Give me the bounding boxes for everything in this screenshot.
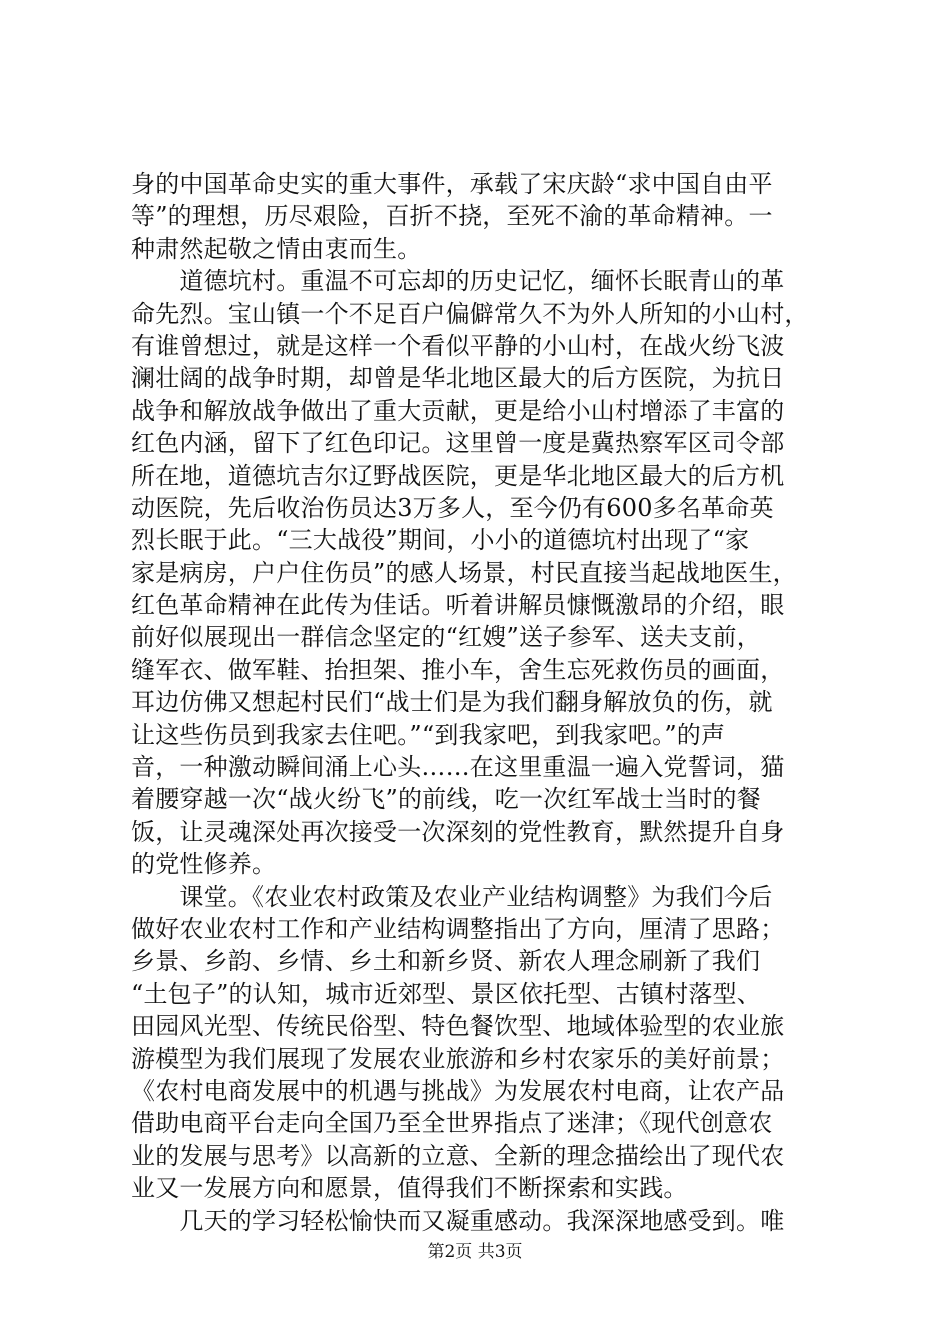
text-line: 红色内涵，留下了红色印记。这里曾一度是冀热察军区司令部: [131, 429, 785, 458]
text-line: 借助电商平台走向全国乃至全世界指点了迷津；《现代创意农: [131, 1109, 773, 1138]
text-line: 课堂。《农业农村政策及农业产业结构调整》为我们今后: [131, 882, 773, 911]
text-line: 身的中国革命史实的重大事件，承载了宋庆龄“求中国自由平: [131, 170, 773, 198]
text-line: 的党性修养。: [131, 850, 277, 879]
text-line: 业又一发展方向和愿景，值得我们不断探索和实践。: [131, 1174, 688, 1203]
text-line: 动医院，先后收治伤员达3万多人，至今仍有600多名革命英: [131, 493, 774, 522]
text-line: 种肃然起敬之情由衷而生。: [131, 234, 422, 263]
text-line: 有谁曾想过，就是这样一个看似平静的小山村，在战火纷飞波: [131, 331, 785, 360]
text-line: 命先烈。宝山镇一个不足百户偏僻常久不为外人所知的小山村，: [131, 299, 809, 328]
text-line: 田园风光型、传统民俗型、特色餐饮型、地域体验型的农业旅: [131, 1012, 785, 1041]
text-line: 家是病房，户户住伤员”的感人场景，村民直接当起战地医生，: [131, 558, 797, 587]
text-line: 游模型为我们展现了发展农业旅游和乡村农家乐的美好前景；: [131, 1044, 785, 1073]
page-footer: 第2页 共3页: [427, 1242, 523, 1262]
text-line: “土包子”的认知，城市近郊型、景区依托型、古镇村落型、: [131, 979, 761, 1008]
text-line: 战争和解放战争做出了重大贡献，更是给小山村增添了丰富的: [131, 396, 785, 425]
text-line: 澜壮阔的战争时期，却曾是华北地区最大的后方医院，为抗日: [131, 364, 785, 393]
text-line: 饭，让灵魂深处再次接受一次深刻的党性教育，默然提升自身: [131, 817, 785, 846]
text-line: 前好似展现出一群信念坚定的“红嫂”送子参军、送夫支前，: [131, 623, 761, 652]
text-line: 道德坑村。重温不可忘却的历史记忆，缅怀长眠青山的革: [131, 267, 785, 296]
text-line: 烈长眠于此。“三大战役”期间，小小的道德坑村出现了“家: [131, 526, 750, 555]
text-line: 做好农业农村工作和产业结构调整指出了方向，厘清了思路；: [131, 914, 785, 943]
text-line: 让这些伤员到我家去住吧。”“到我家吧，到我家吧。”的声: [131, 720, 726, 749]
text-line: 业的发展与思考》以高新的立意、全新的理念描绘出了现代农: [131, 1141, 785, 1170]
text-line: 缝军衣、做军鞋、抬担架、推小车，舍生忘死救伤员的画面，: [131, 655, 785, 684]
text-line: 着腰穿越一次“战火纷飞”的前线，吃一次红军战士当时的餐: [131, 785, 761, 814]
body-text: [131, 168, 831, 1237]
text-line: 红色革命精神在此传为佳话。听着讲解员慷慨激昂的介绍，眼: [131, 591, 785, 620]
text-line: 耳边仿佛又想起村民们“战士们是为我们翻身解放负的伤，就: [131, 688, 773, 717]
text-line: 《农村电商发展中的机遇与挑战》为发展农村电商，让农产品: [131, 1076, 785, 1105]
text-line: 几天的学习轻松愉快而又凝重感动。我深深地感受到。唯: [131, 1206, 785, 1235]
text-line: 乡景、乡韵、乡情、乡土和新乡贤、新农人理念刷新了我们: [131, 947, 761, 976]
text-line: 等”的理想，历尽艰险，百折不挠，至死不渝的革命精神。一: [131, 202, 773, 231]
text-line: 音，一种激动瞬间涌上心头……在这里重温一遍入党誓词，猫: [131, 753, 785, 782]
text-line: 所在地，道德坑吉尔辽野战医院，更是华北地区最大的后方机: [131, 461, 785, 490]
